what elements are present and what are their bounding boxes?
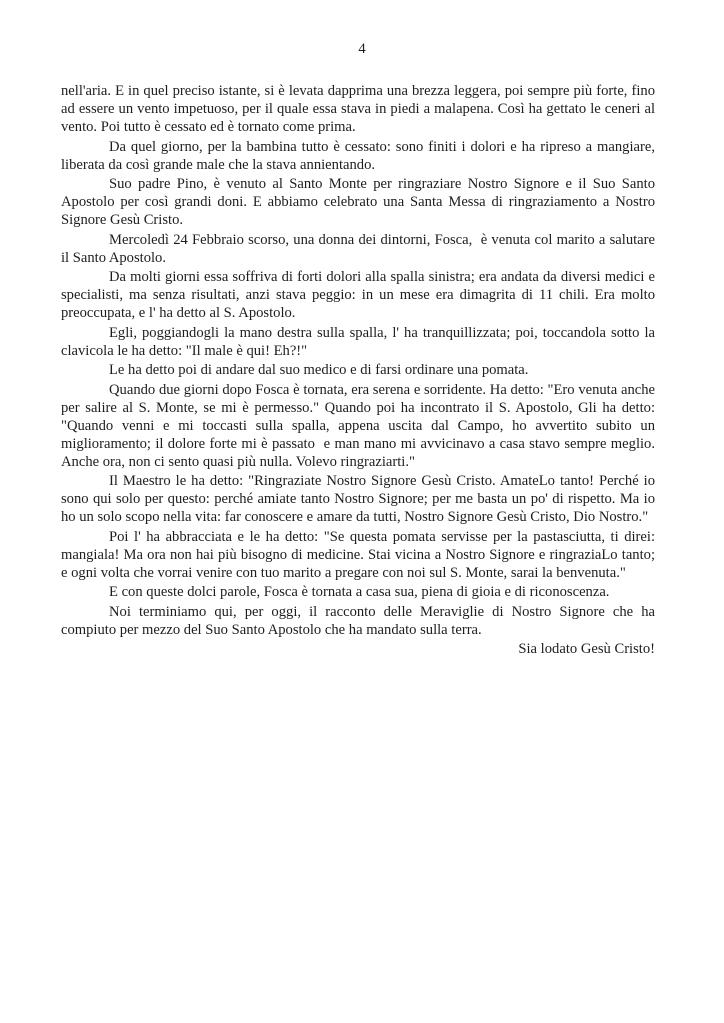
paragraph: Suo padre Pino, è venuto al Santo Monte per ringraziare Nostro Signore e il Suo Santo Apostolo per così grandi doni. E abbiamo celebrato una Santa Messa di ringraziamento a Nostro Signore Gesù Cristo. [61, 176, 655, 228]
page-number: 4 [358, 41, 366, 57]
text-body [61, 82, 655, 660]
paragraph: Mercoledì 24 Febbraio scorso, una donna dei dintorni, Fosca, è venuta col marito a salutare il Santo Apostolo. [61, 231, 655, 266]
paragraph: Sia lodato Gesù Cristo! [518, 641, 655, 657]
paragraph: Le ha detto poi di andare dal suo medico e di farsi ordinare una pomata. [109, 362, 529, 378]
paragraph: Il Maestro le ha detto: "Ringraziate Nostro Signore Gesù Cristo. AmateLo tanto! Perché io sono qui solo per questo: perché amiate tanto Nostro Signore; per me basta un po' di rispetto. Ma io ho un solo scopo nella vita: far conoscere e amare da tutti, Nostro Signore Gesù Cristo, Dio Nostro." [61, 473, 655, 525]
paragraph: Noi terminiamo qui, per oggi, il racconto delle Meraviglie di Nostro Signore che ha compiuto per mezzo del Suo Santo Apostolo che ha mandato sulla terra. [61, 603, 655, 638]
paragraph: Da quel giorno, per la bambina tutto è cessato: sono finiti i dolori e ha ripreso a mangiare, liberata da così grande male che la stava annientando. [61, 138, 655, 173]
paragraph: Poi l' ha abbracciata e le ha detto: "Se questa pomata servisse per la pastasciutta, ti direi: mangiala! Ma ora non hai più bisogno di medicine. Stai vicina a Nostro Signore e ringraziaLo tanto; e ogni volta che vorrai venire con tuo marito a pregare con noi sul S. Monte, sarai la benvenuta." [61, 528, 655, 581]
paragraph: Quando due giorni dopo Fosca è tornata, era serena e sorridente. Ha detto: "Ero venuta anche per salire al S. Monte, se mi è permesso." Quando poi ha incontrato il S. Apostolo, Gli ha detto: "Quando venni e mi toccasti sulla spalla, appena uscita dal Campo, ho avvertito subito un miglioramento; il dolore forte mi è passato e man mano mi avvicinavo a casa stavo sempre meglio. Anche ora, non ci sento quasi più nulla. Volevo ringraziarti." [61, 381, 655, 470]
paragraph: Da molti giorni essa soffriva di forti dolori alla spalla sinistra; era andata da diversi medici e specialisti, ma senza risultati, anzi stava peggio: in un mese era dimagrita di 11 chili. Era molto preoccupata, e l' ha detto al S. Apostolo. [61, 269, 655, 321]
paragraph: E con queste dolci parole, Fosca è tornata a casa sua, piena di gioia e di riconoscenza. [109, 584, 610, 600]
paragraph: nell'aria. E in quel preciso istante, si è levata dapprima una brezza leggera, poi sempre più forte, fino ad essere un vento impetuoso, per il quale essa stava in piedi a malapena. Così ha gettato le ceneri al vento. Poi tutto è cessato ed è tornato come prima. [61, 83, 655, 135]
paragraph: Egli, poggiandogli la mano destra sulla spalla, l' ha tranquillizzata; poi, toccandola sotto la clavicola le ha detto: "Il male è qui! Eh?!" [61, 324, 655, 359]
